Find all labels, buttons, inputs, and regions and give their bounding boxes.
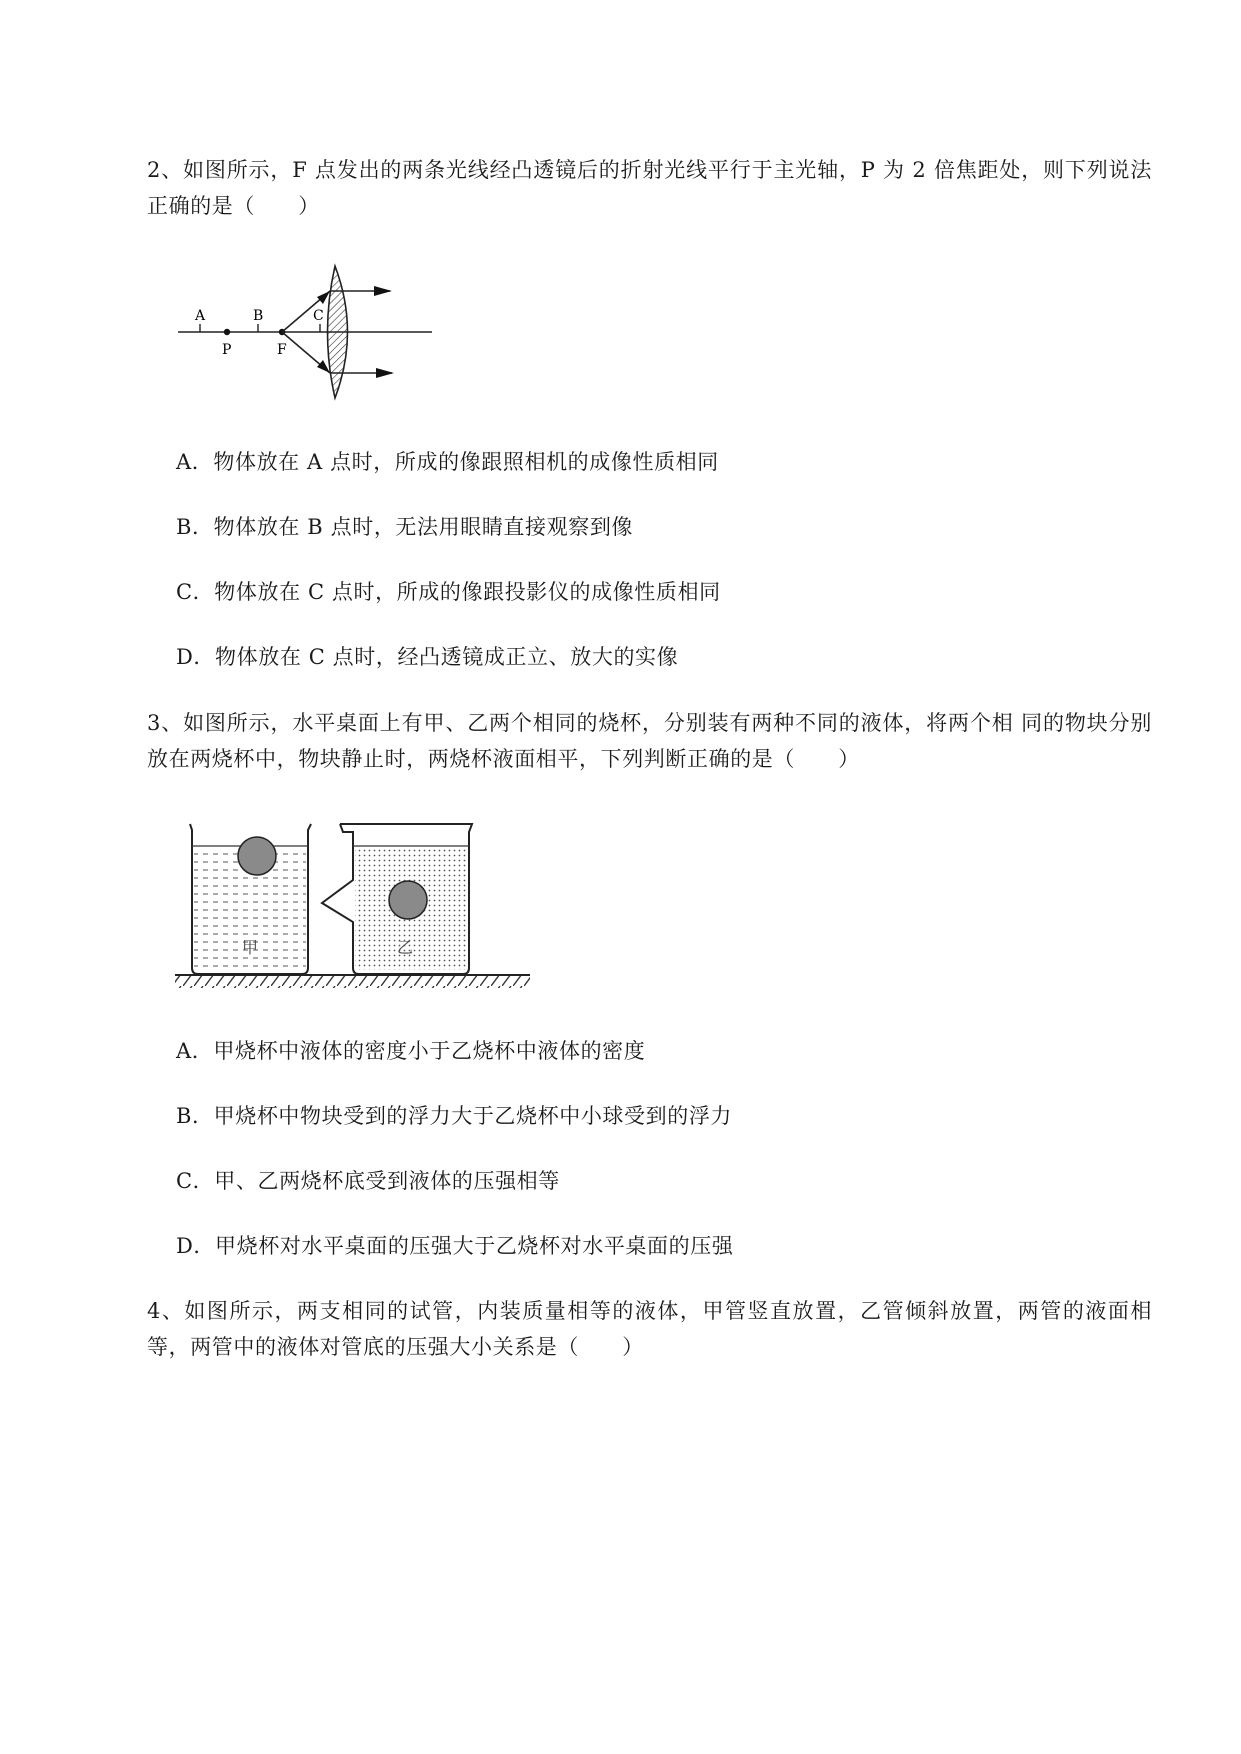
arrow-upper-incident [317, 291, 330, 304]
convex-lens-diagram [170, 258, 440, 412]
table-hatch [175, 976, 530, 988]
label-f: F [277, 342, 287, 358]
arrow-upper-refracted [374, 286, 392, 296]
label-yi: 乙 [397, 938, 414, 957]
q3-option-b: B．甲烧杯中物块受到的浮力大于乙烧杯中小球受到的浮力 [176, 1104, 733, 1128]
beakers-diagram [172, 818, 542, 1002]
convex-lens [328, 266, 348, 398]
lens-diagram-svg [170, 258, 440, 408]
q2-option-c: C．物体放在 C 点时，所成的像跟投影仪的成像性质相同 [176, 580, 721, 604]
point-p [224, 329, 230, 335]
q3-option-a: A．甲烧杯中液体的密度小于乙烧杯中液体的密度 [176, 1039, 646, 1063]
label-a: A [195, 308, 206, 324]
q2-option-d: D．物体放在 C 点时，经凸透镜成正立、放大的实像 [176, 645, 679, 669]
arrow-lower-incident [317, 360, 330, 373]
question-3-stem: 3、如图所示，水平桌面上有甲、乙两个相同的烧杯，分别装有两种不同的液体，将两个相 同的物块分别放在两烧杯中，物块静止时，两烧杯液面相平，下列判断正确的是（ ） [147, 711, 1152, 771]
yi-block [389, 881, 427, 919]
arrow-lower-refracted [376, 368, 394, 378]
jia-block [238, 837, 276, 875]
label-b: B [253, 308, 264, 324]
label-jia: 甲 [242, 938, 259, 957]
q2-option-b: B．物体放在 B 点时，无法用眼睛直接观察到像 [176, 515, 634, 539]
label-c: C [313, 308, 324, 324]
q2-option-a: A．物体放在 A 点时，所成的像跟照相机的成像性质相同 [176, 450, 719, 474]
q3-option-c: C．甲、乙两烧杯底受到液体的压强相等 [176, 1169, 560, 1193]
label-p: P [222, 342, 232, 358]
question-2-stem: 2、如图所示，F 点发出的两条光线经凸透镜后的折射光线平行于主光轴，P 为 2 倍焦距处，则下列说法正确的是（ ） [147, 158, 1152, 218]
beakers-svg [172, 818, 542, 998]
q3-option-d: D．甲烧杯对水平桌面的压强大于乙烧杯对水平桌面的压强 [176, 1234, 734, 1258]
question-4-stem: 4、如图所示，两支相同的试管，内装质量相等的液体，甲管竖直放置，乙管倾斜放置，两管的液面相等，两管中的液体对管底的压强大小关系是（ ） [147, 1299, 1152, 1359]
